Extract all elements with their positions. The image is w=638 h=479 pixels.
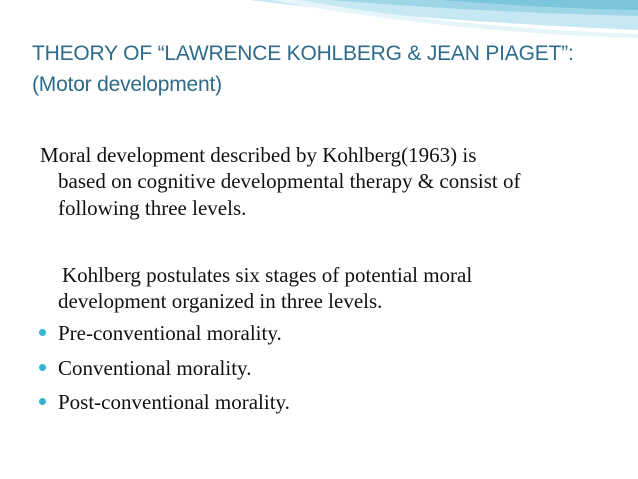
paragraph2-line-2: development organized in three levels. xyxy=(58,289,383,313)
bullet-dot xyxy=(39,398,46,405)
bullet-item-2: Conventional morality. xyxy=(58,356,252,380)
title-line-1: THEORY OF “LAWRENCE KOHLBERG & JEAN PIAGET”: xyxy=(32,42,574,65)
title-line-2: (Motor development) xyxy=(32,73,222,96)
paragraph1-line-3: following three levels. xyxy=(58,196,247,220)
bullet-item-1: Pre-conventional morality. xyxy=(58,321,282,345)
paragraph2-line-1: Kohlberg postulates six stages of potential moral xyxy=(62,263,473,287)
bullet-dot xyxy=(39,329,46,336)
bullet-dot xyxy=(39,364,46,371)
bullet-item-3: Post-conventional morality. xyxy=(58,390,290,414)
paragraph1-line-1: Moral development described by Kohlberg(1963) is xyxy=(40,143,477,167)
paragraph1-line-2: based on cognitive developmental therapy & consist of xyxy=(58,169,521,193)
